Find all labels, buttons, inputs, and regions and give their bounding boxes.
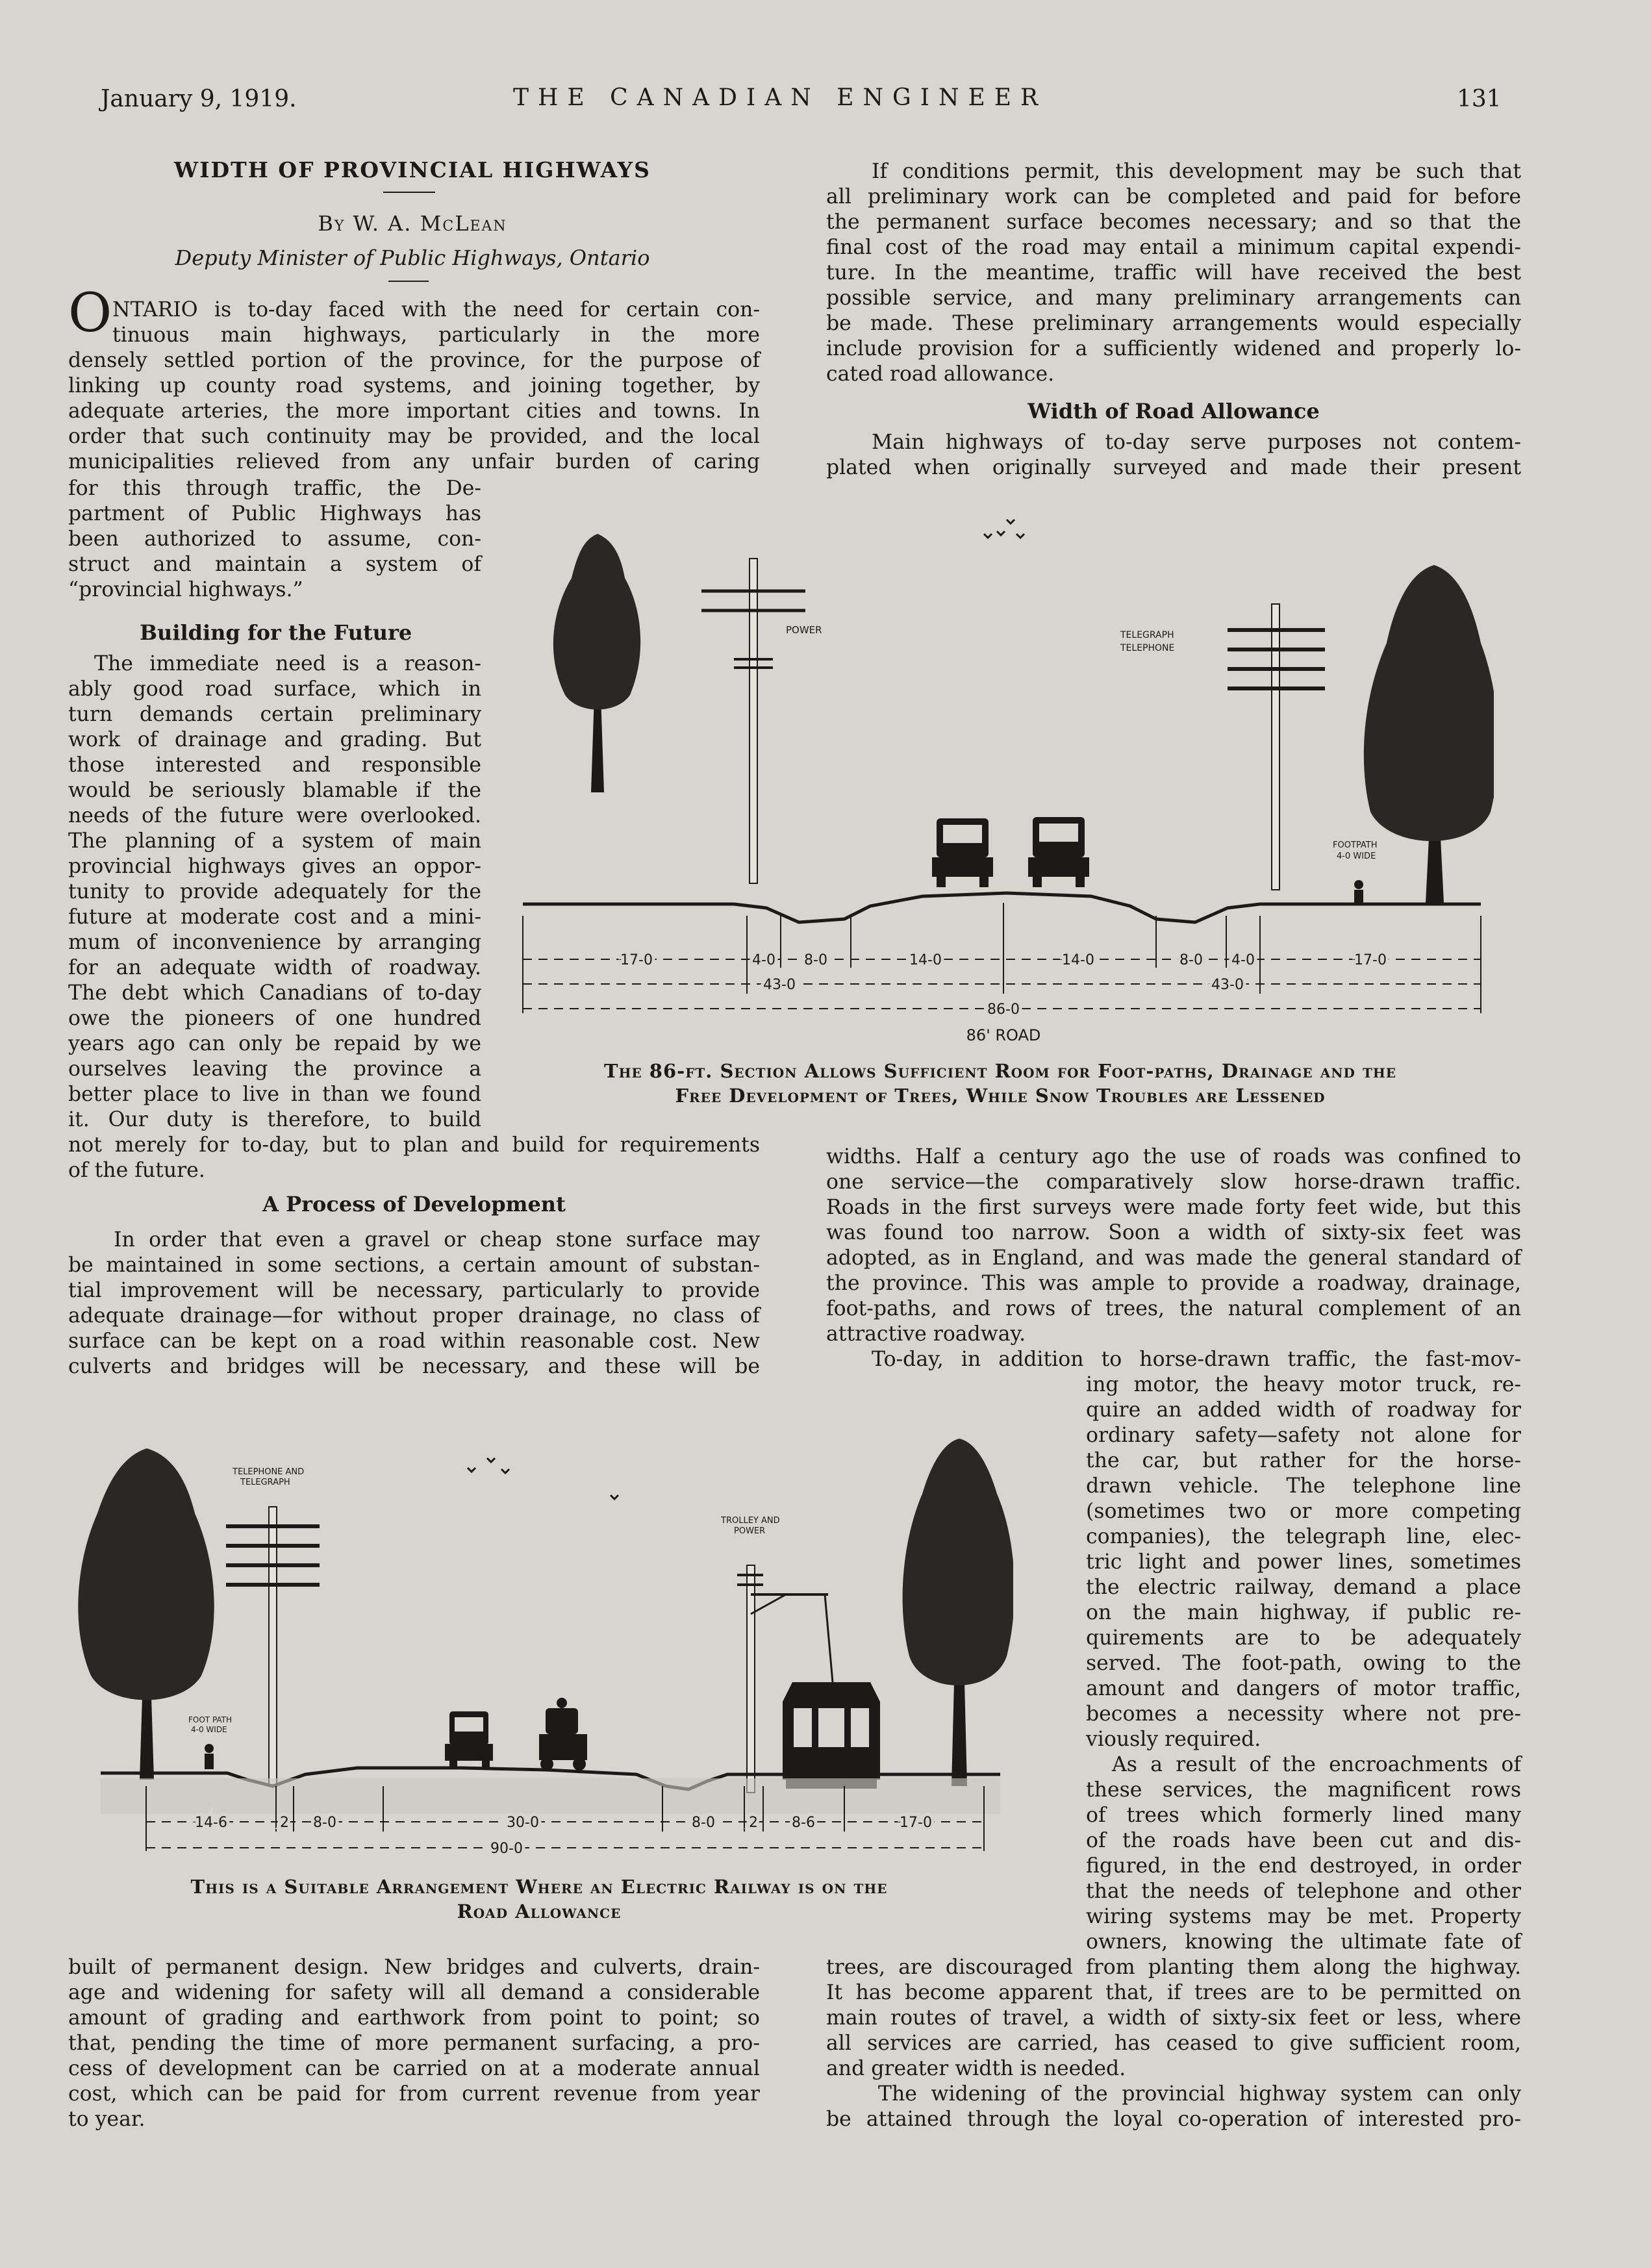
streetcar-icon: [783, 1682, 880, 1789]
text-line: all services are carried, has ceased to give sufficient room,: [826, 2032, 1521, 2055]
text-line: for this through traffic, the De-: [68, 477, 481, 500]
pedestrian-icon: [205, 1744, 214, 1769]
dim-label: 8-0: [804, 952, 827, 968]
text-line: order that such continuity may be provided, and the local: [68, 425, 760, 448]
text-line: the electric railway, demand a place: [1086, 1576, 1521, 1599]
text-line: those interested and responsible: [68, 753, 481, 777]
text-line: work of drainage and grading. But: [68, 728, 481, 751]
text-line: that the needs of telephone and other: [1086, 1880, 1521, 1903]
text-line: struct and maintain a system of: [68, 553, 481, 576]
text-line: amount and dangers of motor traffic,: [1086, 1677, 1521, 1700]
text-line: final cost of the road may entail a minimum capital expendi-: [826, 236, 1521, 259]
text-line: adopted, as in England, and was made the general standard of: [826, 1246, 1521, 1270]
text-line: companies), the telegraph line, elec-: [1086, 1525, 1521, 1548]
text-line: viously required.: [1086, 1728, 1261, 1751]
text-line: these services, the magnificent rows: [1086, 1778, 1521, 1802]
car-icon: [1028, 817, 1089, 887]
left-col-top: [68, 297, 760, 475]
right-col-today: [826, 1347, 1521, 1372]
birds-icon: [984, 520, 1024, 538]
text-line: surface can be kept on a road within reasonable cost. New: [68, 1329, 760, 1353]
text-line: tinuous main highways, particularly in the more: [112, 323, 760, 347]
text-line: To-day, in addition to horse-drawn traffic, the fast-mov-: [872, 1348, 1521, 1371]
dim-label: 8-0: [692, 1815, 715, 1831]
text-line: built of permanent design. New bridges and culverts, drain-: [68, 1956, 760, 1979]
tree-icon: [553, 534, 640, 792]
affiliation-rule: [388, 281, 429, 282]
birds-icon: [468, 1458, 618, 1499]
dimension-ticks: [523, 903, 1481, 1013]
left-col-process: [68, 1228, 760, 1380]
heading-process: A Process of Development: [262, 1192, 566, 1216]
tree-icon: [903, 1439, 1013, 1786]
text-line: better place to live in than we found: [68, 1083, 481, 1106]
text-line: becomes a necessity where not pre-: [1086, 1702, 1521, 1726]
figure1-caption-line1: The 86-ft. Section Allows Sufficient Room for Foot-paths, Drainage and the: [603, 1060, 1396, 1082]
text-line: wiring systems may be met. Property: [1086, 1905, 1521, 1928]
text-line: figured, in the end destroyed, in order: [1086, 1854, 1521, 1878]
text-line: owe the pioneers of one hundred: [68, 1007, 481, 1030]
text-line: it. Our duty is therefore, to build: [68, 1108, 481, 1131]
text-line: amount of grading and earthwork from point to point; so: [68, 2006, 760, 2030]
text-line: age and widening for safety will all demand a considerable: [68, 1981, 760, 2004]
dim-label: 30-0: [507, 1815, 539, 1831]
text-line: provincial highways gives an oppor-: [68, 855, 481, 878]
text-line: the car, but rather for the horse-: [1086, 1449, 1521, 1472]
text-line: culverts and bridges will be necessary, and these will be: [68, 1355, 760, 1378]
title-rule: [383, 192, 435, 193]
text-line: plated when originally surveyed and made their present: [826, 456, 1521, 479]
right-col-width: [826, 430, 1521, 481]
label-telephone-and: TELEPHONE AND: [233, 1467, 305, 1477]
figure2-caption-line2: Road Allowance: [457, 1900, 622, 1922]
text-line: of trees which formerly lined many: [1086, 1804, 1521, 1827]
dim-label: 86-0: [987, 1002, 1020, 1018]
text-line: be maintained in some sections, a certain amount of substan-: [68, 1254, 760, 1277]
dim-label: 43-0: [1211, 977, 1244, 993]
text-line: municipalities relieved from any unfair burden of caring: [68, 450, 760, 473]
text-line: future at moderate cost and a mini-: [68, 905, 481, 929]
car-icon: [932, 818, 993, 887]
left-col-narrow-b: [68, 651, 481, 1133]
figure-90ft-electric-railway-section: [65, 1396, 1013, 1877]
right-col-mid: [826, 1144, 1521, 1347]
horse-buggy-icon: [539, 1698, 587, 1770]
dim-label: 17-0: [900, 1815, 932, 1831]
text-line: all preliminary work can be completed and paid for before: [826, 185, 1521, 208]
text-line: the province. This was ample to provide a roadway, drainage,: [826, 1272, 1521, 1295]
page-date: January 9, 1919.: [101, 86, 297, 112]
text-line: (sometimes two or more competing: [1086, 1500, 1521, 1523]
text-line: one service—the comparatively slow horse-drawn traffic.: [826, 1170, 1521, 1194]
label-trolley-and: TROLLEY AND: [721, 1516, 780, 1526]
telephone-pole-icon: [226, 1507, 320, 1786]
text-line: needs of the future were overlooked.: [68, 804, 481, 827]
text-line: The debt which Canadians of to-day: [68, 981, 481, 1005]
byline: By W. A. McLean: [318, 211, 507, 236]
text-line: cess of development can be carried on at a moderate annual: [68, 2057, 760, 2080]
dim-label: 17-0: [620, 952, 653, 968]
article-title: WIDTH OF PROVINCIAL HIGHWAYS: [174, 157, 651, 183]
text-line: been authorized to assume, con-: [68, 527, 481, 551]
drop-cap: O: [68, 283, 112, 344]
label-footpath: FOOT PATH: [188, 1715, 233, 1724]
dim-label: 14-6: [195, 1815, 227, 1831]
text-line: It has become apparent that, if trees are to be permitted on: [826, 1981, 1521, 2004]
dim-label: 14-0: [1062, 952, 1094, 968]
text-line: drawn vehicle. The telephone line: [1086, 1474, 1521, 1498]
label-telegraph: TELEGRAPH: [240, 1478, 290, 1487]
page-number: 131: [1457, 86, 1502, 112]
text-line: NTARIO is to-day faced with the need for certain con-: [112, 298, 760, 321]
left-col-mid: [68, 1133, 760, 1183]
label-telephone: TELEPHONE: [1120, 643, 1175, 653]
text-line: include provision for a sufficiently widened and properly lo-: [826, 337, 1521, 360]
pedestrian-icon: [1354, 880, 1363, 904]
text-line: foot-paths, and rows of trees, the natural complement of an: [826, 1297, 1521, 1320]
text-line: be attained through the loyal co-operation of interested pro-: [826, 2108, 1521, 2131]
heading-width: Width of Road Allowance: [1027, 399, 1320, 423]
text-line: The immediate need is a reason-: [94, 652, 481, 675]
label-footpath: FOOTPATH: [1333, 840, 1378, 850]
text-line: trees, are discouraged from planting them along the highway.: [826, 1956, 1521, 1979]
left-col-bottom: [68, 1955, 760, 2132]
text-line: for an adequate width of roadway.: [68, 956, 481, 979]
text-line: ourselves leaving the province a: [68, 1057, 481, 1081]
text-line: tial improvement will be necessary, particularly to provide: [68, 1279, 760, 1302]
right-col-narrow: [1086, 1372, 1521, 1955]
right-col-bottom: [826, 1955, 1521, 2132]
dim-label: 43-0: [763, 977, 796, 993]
text-line: tric light and power lines, sometimes: [1086, 1550, 1521, 1574]
label-power: POWER: [734, 1526, 766, 1536]
text-line: owners, knowing the ultimate fate of: [1086, 1930, 1521, 1954]
text-line: would be seriously blamable if the: [68, 779, 481, 802]
dim-label: 14-0: [909, 952, 942, 968]
text-line: quire an added width of roadway for: [1086, 1398, 1521, 1422]
text-line: attractive roadway.: [826, 1322, 1026, 1346]
dim-label: 90-0: [490, 1841, 523, 1857]
left-col-narrow-a: [68, 476, 481, 603]
text-line: be made. These preliminary arrangements would especially: [826, 312, 1521, 335]
text-line: that, pending the time of more permanent surfacing, a pro-: [68, 2032, 760, 2055]
dim-label: 4-0: [752, 952, 775, 968]
label-footpath-width: 4-0 WIDE: [1337, 851, 1376, 861]
text-line: the permanent surface becomes necessary; and so that the: [826, 210, 1521, 234]
label-power: POWER: [786, 624, 822, 636]
dim-label: 4-0: [1231, 952, 1255, 968]
text-line: ing motor, the heavy motor truck, re-: [1086, 1373, 1521, 1396]
dim-label: 2: [280, 1815, 289, 1831]
text-line: Roads in the first surveys were made forty feet wide, but this: [826, 1196, 1521, 1219]
label-telegraph: TELEGRAPH: [1120, 630, 1174, 640]
tree-icon: [1364, 565, 1494, 903]
telegraph-pole-icon: [1228, 604, 1325, 890]
text-line: ably good road surface, which in: [68, 677, 481, 701]
text-line: possible service, and many preliminary arrangements can: [826, 286, 1521, 310]
figure-86ft-road-section: [507, 500, 1494, 1059]
road-width-label: 86' ROAD: [966, 1026, 1041, 1044]
text-line: of the future.: [68, 1159, 205, 1182]
text-line: The planning of a system of main: [68, 829, 481, 853]
dim-label: 17-0: [1354, 952, 1387, 968]
text-line: densely settled portion of the province, for the purpose of: [68, 349, 760, 372]
text-line: years ago can only be repaid by we: [68, 1032, 481, 1055]
dim-label: 2: [749, 1815, 758, 1831]
text-line: not merely for to-day, but to plan and build for requirements: [68, 1133, 760, 1157]
dim-label: 8-6: [792, 1815, 815, 1831]
dim-label: 8-0: [313, 1815, 336, 1831]
figure1-caption-line2: Free Development of Trees, While Snow Troubles are Lessened: [675, 1085, 1326, 1107]
text-line: mum of inconvenience by arranging: [68, 931, 481, 954]
text-line: turn demands certain preliminary: [68, 703, 481, 726]
text-line: adequate drainage—for without proper drainage, no class of: [68, 1304, 760, 1328]
text-line: Main highways of to-day serve purposes not contem-: [872, 431, 1521, 454]
text-line: linking up county road systems, and joining together, by: [68, 374, 760, 397]
text-line: quirements are to be adequately: [1086, 1626, 1521, 1650]
text-line: adequate arteries, the more important cities and towns. In: [68, 399, 760, 423]
text-line: and greater width is needed.: [826, 2057, 1126, 2080]
text-line: cost, which can be paid for from current revenue from year: [68, 2082, 760, 2106]
text-line: served. The foot-path, owing to the: [1086, 1652, 1521, 1675]
affiliation: Deputy Minister of Public Highways, Ontario: [175, 246, 650, 270]
text-line: cated road allowance.: [826, 362, 1055, 386]
text-line: main routes of travel, a width of sixty-six feet or less, where: [826, 2006, 1521, 2030]
road-profile: [523, 893, 1481, 922]
text-line: The widening of the provincial highway system can only: [878, 2082, 1521, 2106]
text-line: “provincial highways.”: [68, 578, 303, 601]
heading-building: Building for the Future: [140, 620, 412, 645]
text-line: on the main highway, if public re-: [1086, 1601, 1521, 1624]
right-col-top: [826, 159, 1521, 387]
stippled-ground: [101, 1778, 1000, 1814]
text-line: If conditions permit, this development may be such that: [872, 160, 1521, 183]
journal-name: THE CANADIAN ENGINEER: [513, 84, 1048, 111]
text-line: to year.: [68, 2108, 145, 2131]
power-pole-icon: [701, 559, 805, 883]
car-icon: [445, 1711, 493, 1769]
dim-label: 8-0: [1179, 952, 1203, 968]
figure2-caption-line1: This is a Suitable Arrangement Where an Electric Railway is on the: [190, 1876, 888, 1898]
text-line: In order that even a gravel or cheap stone surface may: [114, 1228, 760, 1252]
text-line: partment of Public Highways has: [68, 502, 481, 525]
text-line: tunity to provide adequately for the: [68, 880, 481, 903]
label-footpath-width: 4-0 WIDE: [191, 1725, 227, 1734]
text-line: ordinary safety—safety not alone for: [1086, 1424, 1521, 1447]
text-line: was found too narrow. Soon a width of sixty-six feet was: [826, 1221, 1521, 1244]
text-line: widths. Half a century ago the use of roads was confined to: [826, 1145, 1521, 1168]
text-line: ture. In the meantime, traffic will have received the best: [826, 261, 1521, 284]
text-line: As a result of the encroachments of: [1112, 1753, 1521, 1776]
text-line: of the roads have been cut and dis-: [1086, 1829, 1521, 1852]
